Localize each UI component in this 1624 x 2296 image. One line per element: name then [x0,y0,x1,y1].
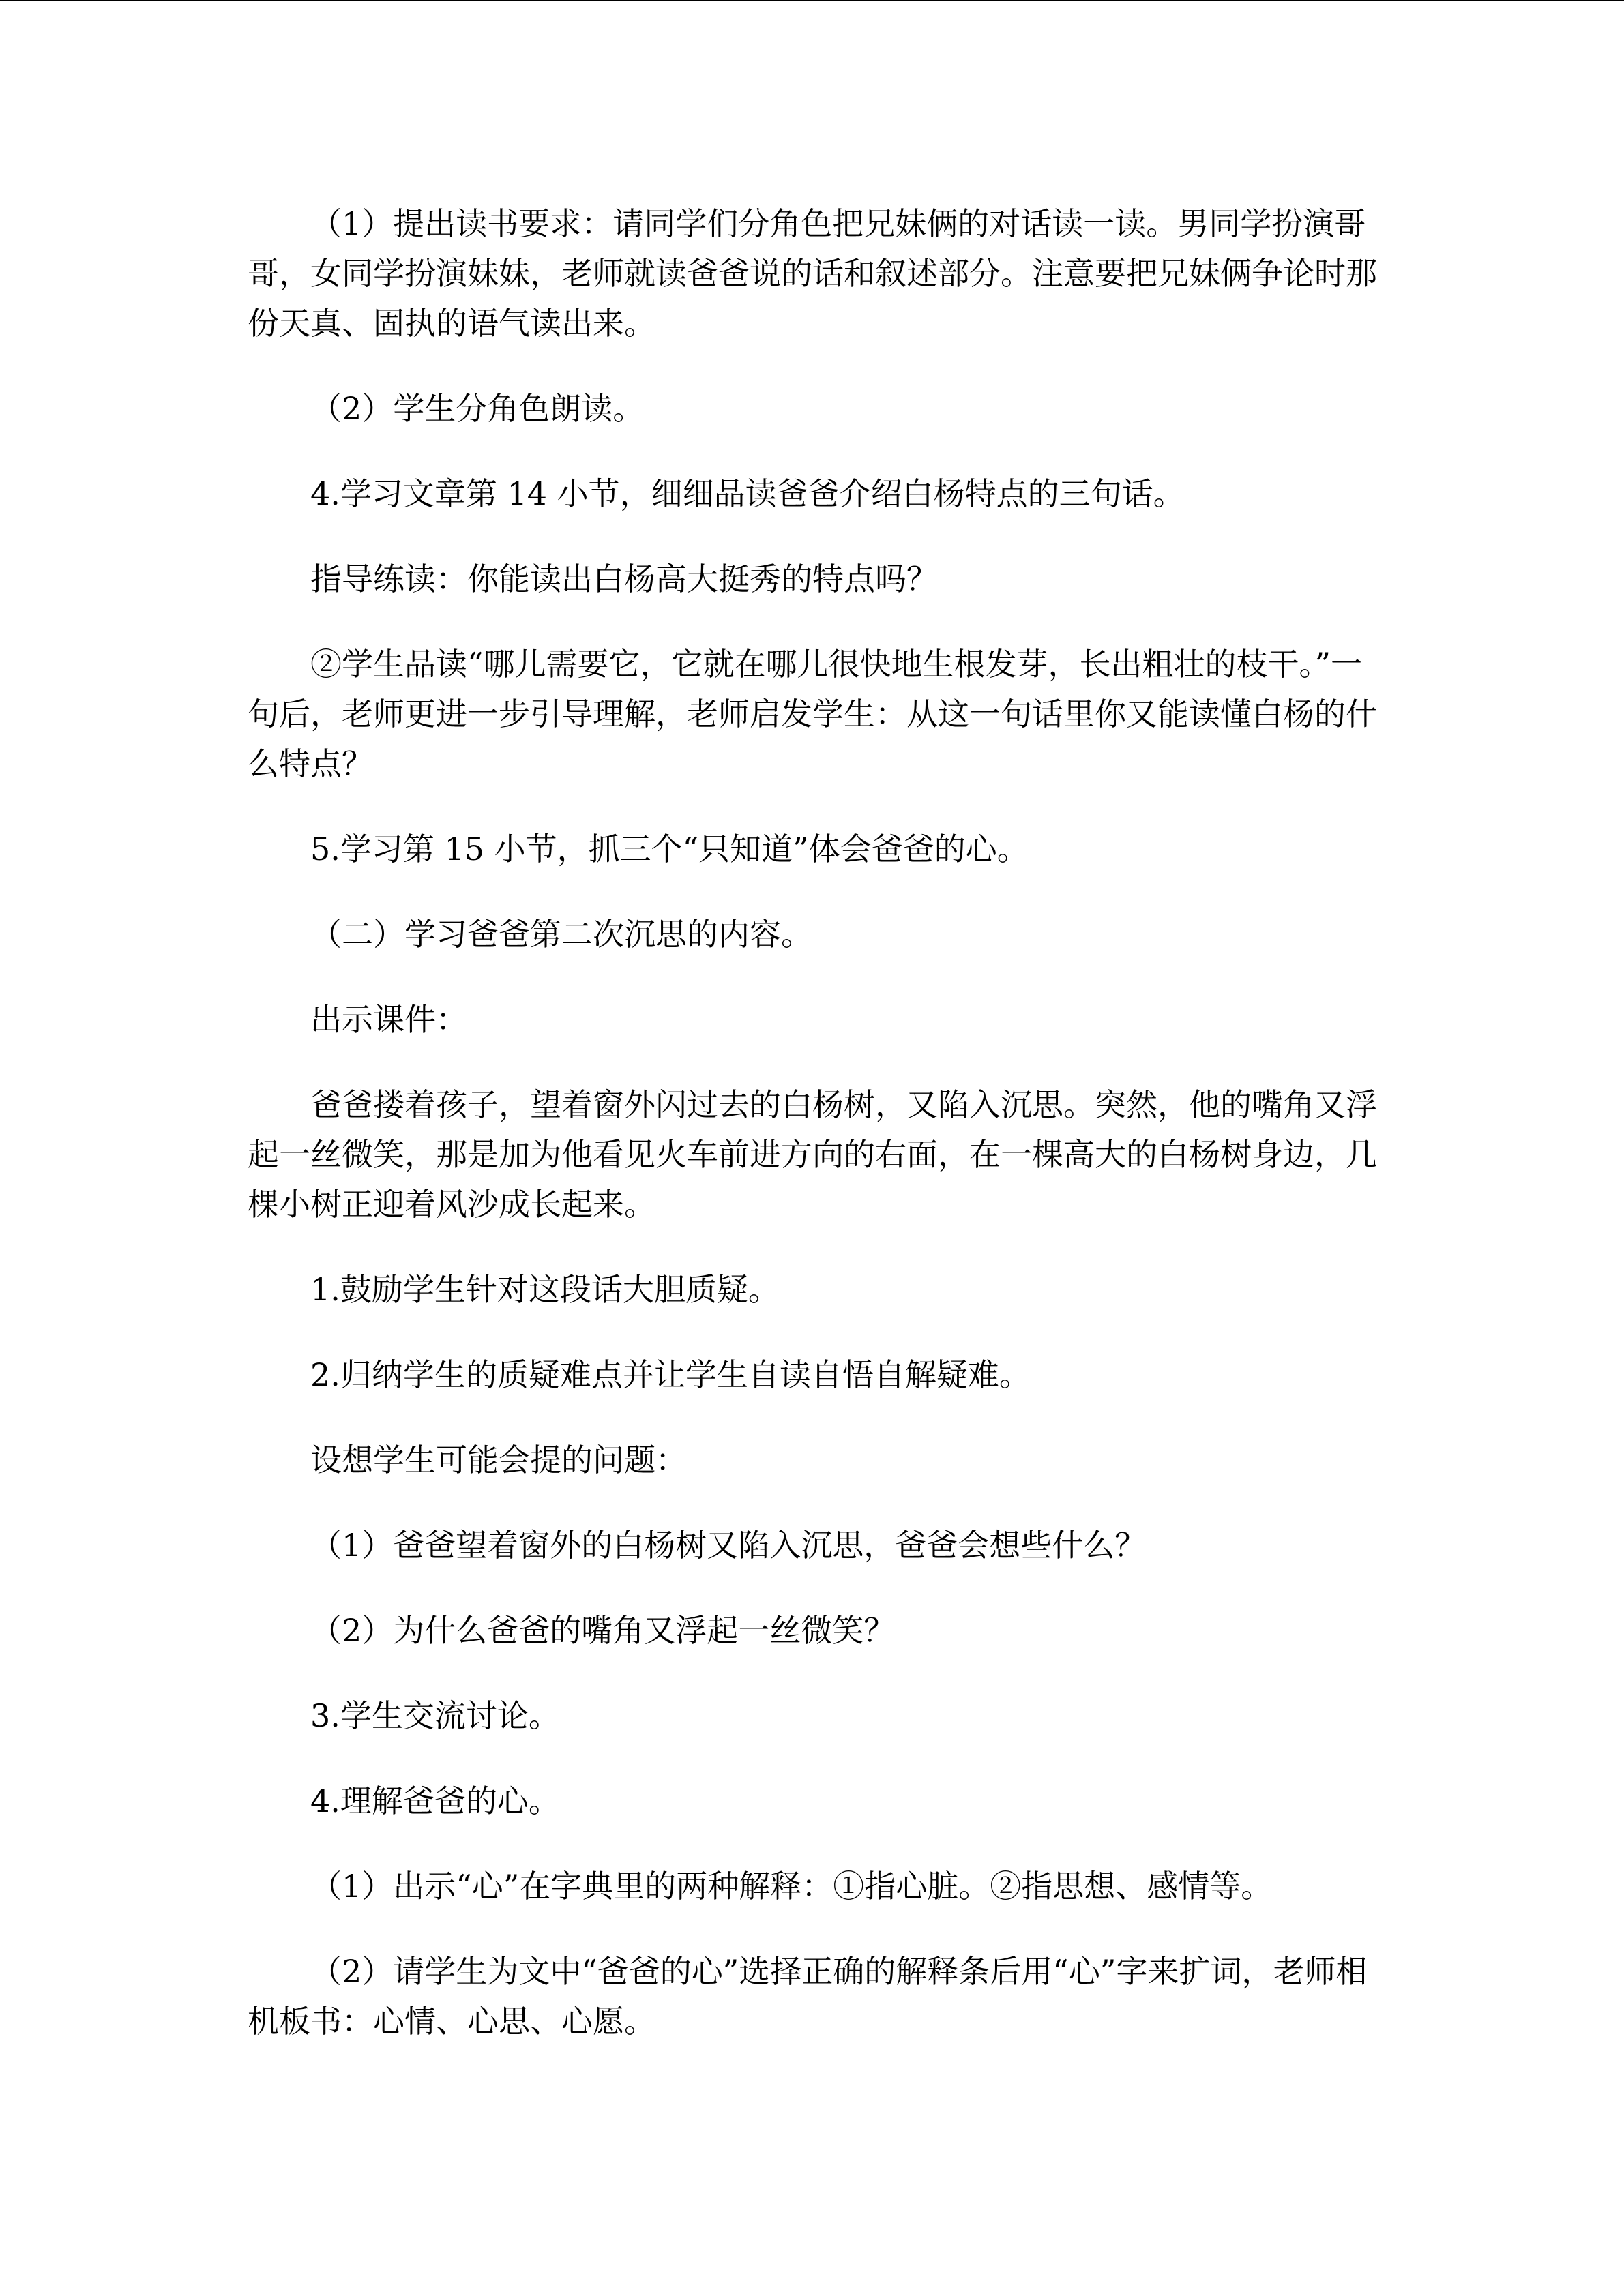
paragraph: 2.归纳学生的质疑难点并让学生自读自悟自解疑难。 [310,1356,1031,1393]
paragraph: （1）出示“心”在字典里的两种解释：①指心脏。②指思想、感情等。 [310,1868,1273,1905]
paragraph: （1）爸爸望着窗外的白杨树又陷入沉思，爸爸会想些什么？ [310,1527,1147,1564]
paragraph: 5.学习第 15 小节，抓三个“只知道”体会爸爸的心。 [310,831,1029,867]
paragraph: （2）学生分角色朗读。 [310,390,645,427]
paragraph: 出示课件： [310,1001,467,1038]
paragraph: 设想学生可能会提的问题： [310,1442,687,1478]
paragraph: 4.理解爸爸的心。 [310,1783,560,1819]
document-body [248,199,1380,2082]
paragraph: （2）请学生为文中“爸爸的心”选择正确的解释条后用“心”字来扩词，老师相机板书：心情、心思、心愿。 [248,1953,1368,2040]
paragraph: 4.学习文章第 14 小节，细细品读爸爸介绍白杨特点的三句话。 [310,475,1185,512]
paragraph: ②学生品读“哪儿需要它，它就在哪儿很快地生根发芽，长出粗壮的枝干。”一句后，老师更进一步引导理解，老师启发学生：从这一句话里你又能读懂白杨的什么特点？ [248,646,1377,782]
paragraph: 3.学生交流讨论。 [310,1697,560,1734]
paragraph: 爸爸搂着孩子，望着窗外闪过去的白杨树，又陷入沉思。突然，他的嘴角又浮起一丝微笑，那是加为他看见火车前进方向的右面，在一棵高大的白杨树身边，几棵小树正迎着风沙成长起来。 [248,1086,1377,1223]
top-border-line [0,0,1624,1]
paragraph: 1.鼓励学生针对这段话大胆质疑。 [310,1271,780,1308]
paragraph: （1）提出读书要求：请同学们分角色把兄妹俩的对话读一读。男同学扮演哥哥，女同学扮演妹妹，老师就读爸爸说的话和叙述部分。注意要把兄妹俩争论时那份天真、固执的语气读出来。 [248,205,1377,342]
paragraph: 指导练读：你能读出白杨高大挺秀的特点吗？ [310,561,938,597]
paragraph: （2）为什么爸爸的嘴角又浮起一丝微笑？ [310,1612,896,1649]
paragraph: （二）学习爸爸第二次沉思的内容。 [310,916,812,953]
